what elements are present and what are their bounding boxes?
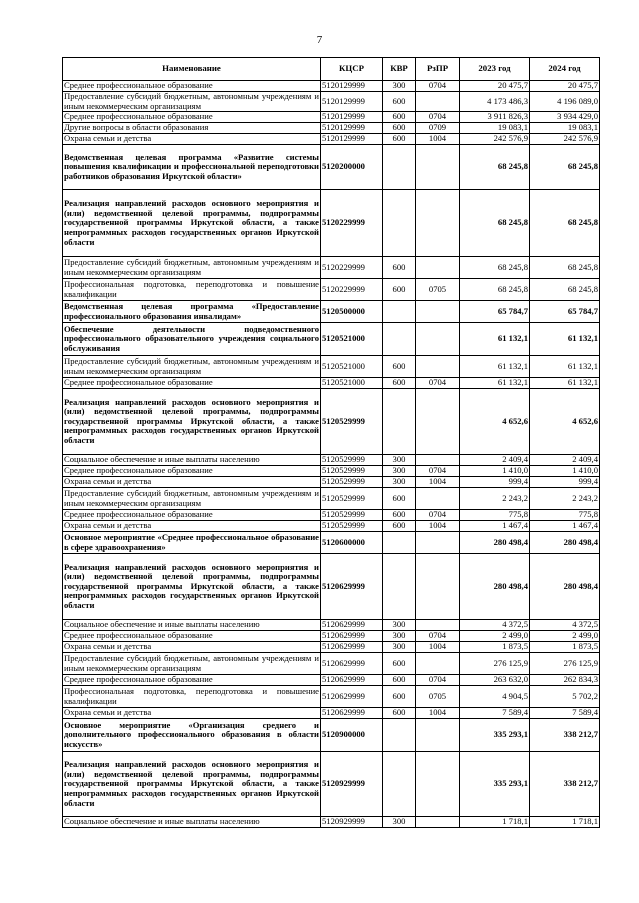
row-2023: 335 293,1: [460, 719, 530, 752]
table-row: [63, 257, 600, 279]
row-name: Предоставление субсидий бюджетным, автономным учреждениям и иным некоммерческим организациям: [64, 91, 319, 111]
row-2024: 4 196 089,0: [530, 92, 600, 112]
table-row: [63, 279, 600, 301]
row-kvr: 300: [383, 620, 416, 631]
row-2024: 61 132,1: [530, 323, 600, 356]
row-2023: 19 083,1: [460, 123, 530, 134]
row-rzpr: [416, 190, 460, 257]
header-rzpr: РзПР: [416, 58, 460, 81]
row-2024: 68 245,8: [530, 145, 600, 190]
row-kcsr: 5120129999: [321, 112, 383, 123]
row-2024: 338 212,7: [530, 719, 600, 752]
row-rzpr: 0709: [416, 123, 460, 134]
row-kcsr: 5120521000: [321, 323, 383, 356]
table-row: [63, 134, 600, 145]
table-row: [63, 752, 600, 817]
row-name: Предоставление субсидий бюджетным, автономным учреждениям и иным некоммерческим организациям: [64, 257, 319, 277]
row-2024: 1 467,4: [530, 521, 600, 532]
row-2023: 1 718,1: [460, 817, 530, 828]
row-kcsr: 5120629999: [321, 554, 383, 620]
table-row: [63, 356, 600, 378]
row-2023: 4 372,5: [460, 620, 530, 631]
row-rzpr: 1004: [416, 708, 460, 719]
row-rzpr: 1004: [416, 477, 460, 488]
table-row: [63, 521, 600, 532]
row-rzpr: [416, 257, 460, 279]
row-kvr: [383, 190, 416, 257]
row-rzpr: [416, 145, 460, 190]
row-kvr: 600: [383, 279, 416, 301]
table-row: [63, 455, 600, 466]
row-2024: 68 245,8: [530, 190, 600, 257]
row-kcsr: 5120521000: [321, 378, 383, 389]
row-2023: 68 245,8: [460, 257, 530, 279]
row-kvr: 300: [383, 817, 416, 828]
row-2023: 335 293,1: [460, 752, 530, 817]
row-rzpr: [416, 532, 460, 554]
row-kcsr: 5120929999: [321, 817, 383, 828]
row-rzpr: 0704: [416, 466, 460, 477]
row-rzpr: [416, 817, 460, 828]
row-2023: 7 589,4: [460, 708, 530, 719]
row-kcsr: 5120529999: [321, 389, 383, 455]
table-row: [63, 631, 600, 642]
row-name: Среднее профессиональное образование: [63, 631, 321, 642]
row-name: Среднее профессиональное образование: [63, 81, 321, 92]
row-kvr: [383, 145, 416, 190]
row-kcsr: 5120529999: [321, 455, 383, 466]
row-2024: 65 784,7: [530, 301, 600, 323]
table-row: [63, 123, 600, 134]
row-rzpr: [416, 356, 460, 378]
row-2024: 775,8: [530, 510, 600, 521]
row-2023: 3 911 826,3: [460, 112, 530, 123]
budget-table: [62, 57, 600, 828]
row-kcsr: 5120629999: [321, 620, 383, 631]
row-name: Среднее профессиональное образование: [63, 378, 321, 389]
row-rzpr: [416, 389, 460, 455]
row-kvr: [383, 719, 416, 752]
row-2024: 61 132,1: [530, 356, 600, 378]
row-kcsr: 5120200000: [321, 145, 383, 190]
table-row: [63, 477, 600, 488]
table-row: [63, 81, 600, 92]
row-name: Охрана семьи и детства: [63, 642, 321, 653]
row-kcsr: 5120629999: [321, 675, 383, 686]
row-kvr: [383, 532, 416, 554]
header-2024: 2024 год: [530, 58, 600, 81]
row-kvr: 600: [383, 356, 416, 378]
table-row: [63, 92, 600, 112]
row-rzpr: 0705: [416, 279, 460, 301]
row-2023: 999,4: [460, 477, 530, 488]
row-kcsr: 5120629999: [321, 653, 383, 675]
row-rzpr: [416, 92, 460, 112]
row-rzpr: 0704: [416, 378, 460, 389]
row-2024: 2 409,4: [530, 455, 600, 466]
row-name: Другие вопросы в области образования: [63, 123, 321, 134]
row-rzpr: 0704: [416, 112, 460, 123]
row-kvr: [383, 323, 416, 356]
table-row: [63, 301, 600, 323]
row-kvr: 600: [383, 112, 416, 123]
row-name: Ведомственная целевая программа «Предоставление профессионального образования инвалидам»: [64, 301, 319, 321]
row-2023: 4 173 486,3: [460, 92, 530, 112]
row-rzpr: 1004: [416, 134, 460, 145]
row-2024: 2 499,0: [530, 631, 600, 642]
table-row: [63, 532, 600, 554]
row-name: Охрана семьи и детства: [63, 708, 321, 719]
row-kcsr: 5120529999: [321, 488, 383, 510]
row-2023: 1 873,5: [460, 642, 530, 653]
row-name: Социальное обеспечение и иные выплаты населению: [63, 455, 321, 466]
table-row: [63, 378, 600, 389]
row-2024: 262 834,3: [530, 675, 600, 686]
row-rzpr: [416, 554, 460, 620]
row-name: Реализация направлений расходов основного мероприятия и (или) ведомственной целевой программы, подпрограммы государственной программы Иркутской области, а также непрограммных расходов государственных органов Иркутской области: [63, 554, 321, 620]
row-rzpr: 1004: [416, 521, 460, 532]
row-kcsr: 5120521000: [321, 356, 383, 378]
row-2023: 61 132,1: [460, 323, 530, 356]
row-rzpr: 0705: [416, 686, 460, 708]
row-2024: 4 652,6: [530, 389, 600, 455]
table-row: [63, 323, 600, 356]
table-row: [63, 686, 600, 708]
row-kcsr: 5120629999: [321, 686, 383, 708]
row-2023: 20 475,7: [460, 81, 530, 92]
row-kvr: 300: [383, 455, 416, 466]
row-2024: 1 718,1: [530, 817, 600, 828]
row-2023: 1 410,0: [460, 466, 530, 477]
row-rzpr: 0704: [416, 675, 460, 686]
table-row: [63, 389, 600, 455]
table-row: [63, 653, 600, 675]
page-number: 7: [316, 34, 323, 46]
row-rzpr: [416, 752, 460, 817]
row-kcsr: 5120129999: [321, 81, 383, 92]
row-kvr: 300: [383, 642, 416, 653]
row-kcsr: 5120529999: [321, 521, 383, 532]
row-2023: 61 132,1: [460, 378, 530, 389]
row-2024: 4 372,5: [530, 620, 600, 631]
row-2023: 4 904,5: [460, 686, 530, 708]
table-body: [63, 81, 600, 828]
row-2024: 280 498,4: [530, 554, 600, 620]
row-kcsr: 5120600000: [321, 532, 383, 554]
row-kcsr: 5120229999: [321, 257, 383, 279]
row-kvr: 600: [383, 653, 416, 675]
row-name: Охрана семьи и детства: [63, 477, 321, 488]
table-row: [63, 719, 600, 752]
row-2023: 61 132,1: [460, 356, 530, 378]
row-rzpr: [416, 653, 460, 675]
header-kvr: КВР: [383, 58, 416, 81]
row-rzpr: [416, 488, 460, 510]
row-kcsr: 5120129999: [321, 123, 383, 134]
row-kvr: [383, 389, 416, 455]
row-2024: 68 245,8: [530, 279, 600, 301]
row-name: Профессиональная подготовка, переподготовка и повышение квалификации: [64, 686, 319, 706]
row-kvr: 300: [383, 81, 416, 92]
row-kcsr: 5120129999: [321, 92, 383, 112]
table-row: [63, 488, 600, 510]
row-kvr: 600: [383, 675, 416, 686]
row-2024: 1 873,5: [530, 642, 600, 653]
row-kcsr: 5120229999: [321, 279, 383, 301]
header-kcsr: КЦСР: [321, 58, 383, 81]
row-2023: 2 499,0: [460, 631, 530, 642]
row-kcsr: 5120629999: [321, 708, 383, 719]
row-2024: 276 125,9: [530, 653, 600, 675]
header-name: Наименование: [63, 58, 321, 81]
row-kvr: 600: [383, 510, 416, 521]
row-name: Среднее профессиональное образование: [63, 675, 321, 686]
table-row: [63, 510, 600, 521]
row-kvr: 600: [383, 92, 416, 112]
row-2023: 775,8: [460, 510, 530, 521]
row-2023: 1 467,4: [460, 521, 530, 532]
row-name: Предоставление субсидий бюджетным, автономным учреждениям и иным некоммерческим организациям: [64, 653, 319, 673]
row-kvr: 300: [383, 477, 416, 488]
row-2023: 68 245,8: [460, 279, 530, 301]
row-kcsr: 5120929999: [321, 752, 383, 817]
row-rzpr: 0704: [416, 510, 460, 521]
row-2024: 68 245,8: [530, 257, 600, 279]
row-kvr: [383, 301, 416, 323]
table-row: [63, 708, 600, 719]
row-2023: 242 576,9: [460, 134, 530, 145]
row-kvr: [383, 752, 416, 817]
row-2024: 20 475,7: [530, 81, 600, 92]
row-kvr: 600: [383, 134, 416, 145]
row-kvr: 300: [383, 466, 416, 477]
row-2023: 2 243,2: [460, 488, 530, 510]
row-kvr: 300: [383, 631, 416, 642]
row-2023: 65 784,7: [460, 301, 530, 323]
table-row: [63, 145, 600, 190]
row-2023: 68 245,8: [460, 145, 530, 190]
row-rzpr: [416, 323, 460, 356]
row-2024: 338 212,7: [530, 752, 600, 817]
row-rzpr: 0704: [416, 631, 460, 642]
table-row: [63, 554, 600, 620]
table-row: [63, 466, 600, 477]
row-rzpr: [416, 301, 460, 323]
row-name: Социальное обеспечение и иные выплаты населению: [63, 817, 321, 828]
row-2023: 280 498,4: [460, 554, 530, 620]
row-name: Предоставление субсидий бюджетным, автономным учреждениям и иным некоммерческим организациям: [64, 356, 319, 376]
row-name: Ведомственная целевая программа «Развитие системы повышения квалификации и профессиональной переподготовки работников образования Иркутской области»: [63, 145, 321, 190]
header-2023: 2023 год: [460, 58, 530, 81]
row-name: Реализация направлений расходов основного мероприятия и (или) ведомственной целевой программы, подпрограммы государственной программы Иркутской области, а также непрограммных расходов государственных органов Иркутской области: [63, 752, 321, 817]
row-name: Реализация направлений расходов основного мероприятия и (или) ведомственной целевой программы, подпрограммы государственной программы Иркутской области, а также непрограммных расходов государственных органов Иркутской области: [63, 190, 321, 257]
row-name: Охрана семьи и детства: [63, 134, 321, 145]
row-rzpr: [416, 719, 460, 752]
row-name: Социальное обеспечение и иные выплаты населению: [63, 620, 321, 631]
row-name: Основное мероприятие «Среднее профессиональное образование в сфере здравоохранения»: [64, 532, 319, 552]
row-rzpr: 1004: [416, 642, 460, 653]
row-2024: 19 083,1: [530, 123, 600, 134]
row-2024: 242 576,9: [530, 134, 600, 145]
row-2023: 2 409,4: [460, 455, 530, 466]
row-kvr: 600: [383, 521, 416, 532]
row-rzpr: 0704: [416, 81, 460, 92]
row-2024: 2 243,2: [530, 488, 600, 510]
row-name: Предоставление субсидий бюджетным, автономным учреждениям и иным некоммерческим организациям: [64, 488, 319, 508]
row-kvr: 600: [383, 378, 416, 389]
row-2024: 1 410,0: [530, 466, 600, 477]
table-header-row: [63, 58, 600, 81]
row-name: Среднее профессиональное образование: [63, 466, 321, 477]
row-2024: 61 132,1: [530, 378, 600, 389]
row-name: Реализация направлений расходов основного мероприятия и (или) ведомственной целевой программы, подпрограммы государственной программы Иркутской области, а также непрограммных расходов государственных органов Иркутской области: [63, 389, 321, 455]
table-row: [63, 675, 600, 686]
row-kcsr: 5120529999: [321, 477, 383, 488]
row-kcsr: 5120229999: [321, 190, 383, 257]
row-kvr: 600: [383, 123, 416, 134]
table-row: [63, 112, 600, 123]
row-kcsr: 5120529999: [321, 466, 383, 477]
row-2023: 68 245,8: [460, 190, 530, 257]
row-2023: 4 652,6: [460, 389, 530, 455]
row-rzpr: [416, 455, 460, 466]
table-row: [63, 620, 600, 631]
row-name: Обеспечение деятельности подведомственного профессионального образовательного учреждения социального обслуживания: [63, 323, 321, 356]
row-2023: 276 125,9: [460, 653, 530, 675]
row-kvr: 600: [383, 708, 416, 719]
row-2024: 999,4: [530, 477, 600, 488]
row-name: Охрана семьи и детства: [63, 521, 321, 532]
row-kvr: [383, 554, 416, 620]
row-name: Профессиональная подготовка, переподготовка и повышение квалификации: [64, 279, 319, 299]
row-2024: 7 589,4: [530, 708, 600, 719]
row-2024: 5 702,2: [530, 686, 600, 708]
row-kcsr: 5120629999: [321, 642, 383, 653]
row-name: Основное мероприятие «Организация среднего и дополнительного профессионального образования в области искусств»: [63, 719, 321, 752]
table-row: [63, 642, 600, 653]
row-kvr: 600: [383, 686, 416, 708]
row-kvr: 600: [383, 257, 416, 279]
row-2023: 263 632,0: [460, 675, 530, 686]
table-row: [63, 190, 600, 257]
row-kcsr: 5120900000: [321, 719, 383, 752]
row-name: Среднее профессиональное образование: [63, 112, 321, 123]
row-2024: 3 934 429,0: [530, 112, 600, 123]
row-kcsr: 5120129999: [321, 134, 383, 145]
row-kcsr: 5120529999: [321, 510, 383, 521]
row-rzpr: [416, 620, 460, 631]
row-2024: 280 498,4: [530, 532, 600, 554]
row-kvr: 600: [383, 488, 416, 510]
row-kcsr: 5120500000: [321, 301, 383, 323]
row-2023: 280 498,4: [460, 532, 530, 554]
row-kcsr: 5120629999: [321, 631, 383, 642]
table-row: [63, 817, 600, 828]
row-name: Среднее профессиональное образование: [63, 510, 321, 521]
